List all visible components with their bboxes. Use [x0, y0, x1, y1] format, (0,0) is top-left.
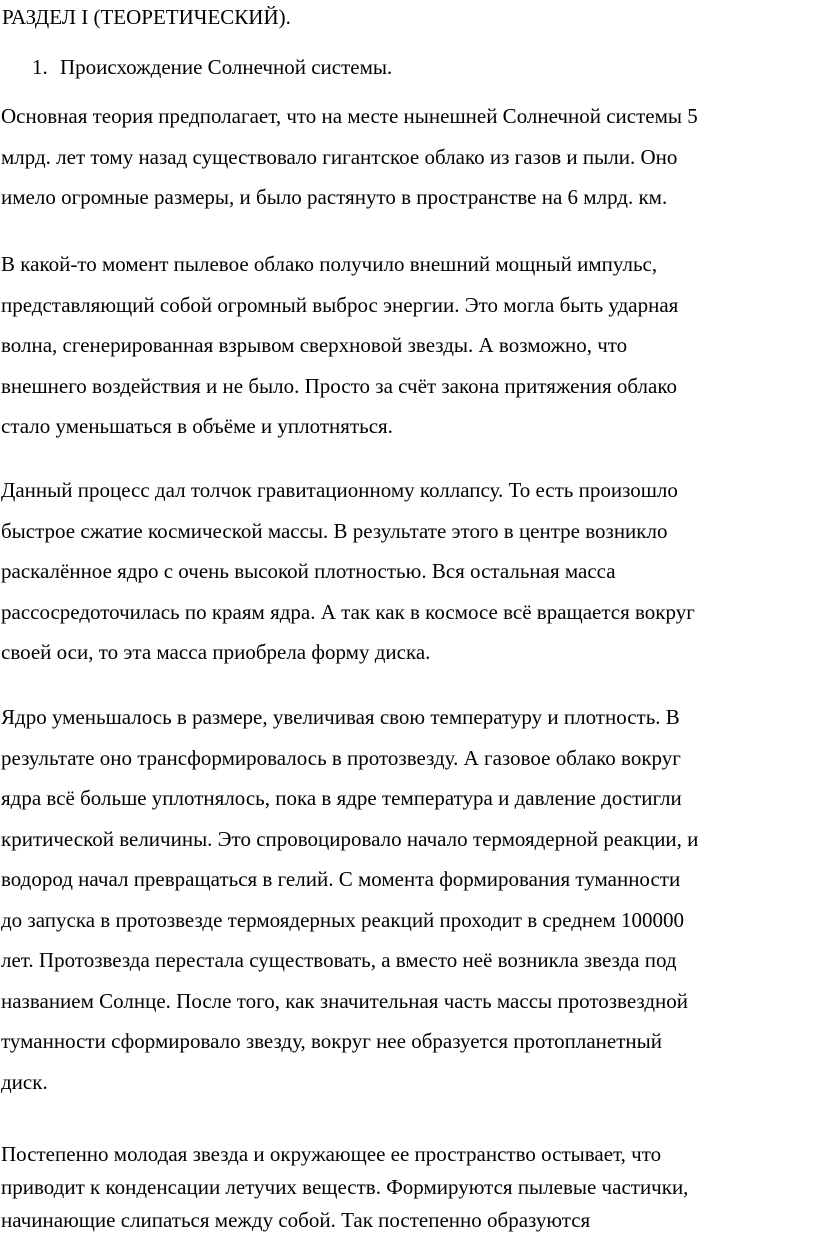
text-line: до запуска в протозвезде термоядерных реакций проходит в среднем 100000 — [1, 907, 685, 932]
list-item-text: Происхождение Солнечной системы. — [60, 55, 393, 79]
text-line: начинающие слипаться между собой. Так постепенно образуются — [1, 1208, 591, 1232]
text-line: быстрое сжатие космической массы. В результате этого в центре возникло — [1, 518, 668, 543]
text-line: представляющий собой огромный выброс энергии. Это могла быть ударная — [1, 292, 679, 317]
text-line: названием Солнце. После того, как значительная часть массы протозвездной — [1, 988, 688, 1013]
text-line: раскалённое ядро с очень высокой плотностью. Вся остальная масса — [1, 559, 616, 583]
text-line: Основная теория предполагает, что на месте нынешней Солнечной системы 5 — [1, 104, 698, 128]
text-line: ядра всё больше уплотнялось, пока в ядре температура и давление достигли — [1, 786, 682, 810]
paragraph-3 — [1, 470, 816, 673]
text-line: В какой-то момент пылевое облако получило внешний мощный импульс, — [1, 252, 658, 276]
text-line: внешнего воздействия и не было. Просто за счёт закона притяжения облако — [1, 373, 677, 398]
text-line: млрд. лет тому назад существовало гигантское облако из газов и пыли. Оно — [1, 144, 678, 169]
text-line: лет. Протозвезда перестала существовать, а вместо неё возникла звезда под — [1, 948, 677, 972]
text-line: Постепенно молодая звезда и окружающее ее пространство остывает, что — [1, 1142, 662, 1166]
text-line: водород начал превращаться в гелий. С момента формирования туманности — [1, 867, 681, 891]
text-line: результате оно трансформировалось в протозвезду. А газовое облако вокруг — [1, 745, 681, 770]
list-item-number: 1. — [32, 55, 48, 79]
paragraph-1 — [1, 96, 816, 218]
text-line: критической величины. Это спровоцировало начало термоядерной реакции, и — [1, 826, 699, 851]
section-heading: РАЗДЕЛ I (ТЕОРЕТИЧЕСКИЙ). — [2, 5, 291, 29]
text-line: имело огромные размеры, и было растянуто в пространстве на 6 млрд. км. — [1, 185, 668, 209]
text-line: волна, сгенерированная взрывом сверхновой звезды. А возможно, что — [1, 333, 628, 357]
paragraph-4 — [1, 697, 816, 1102]
text-line: Данный процесс дал толчок гравитационному коллапсу. То есть произошло — [1, 478, 678, 502]
text-line: Ядро уменьшалось в размере, увеличивая свою температуру и плотность. В — [1, 705, 680, 729]
text-line: приводит к конденсации летучих веществ. Формируются пылевые частички, — [1, 1175, 689, 1199]
text-line: своей оси, то эта масса приобрела форму диска. — [1, 640, 431, 664]
text-line: туманности сформировало звезду, вокруг нее образуется протопланетный — [1, 1029, 662, 1053]
text-line: рассосредоточилась по краям ядра. А так как в космосе всё вращается вокруг — [1, 599, 695, 624]
text-line: стало уменьшаться в объёме и уплотняться. — [1, 414, 393, 438]
paragraph-2 — [1, 244, 816, 447]
list-item-origin-solar-system — [32, 54, 392, 80]
paragraph-5 — [1, 1138, 816, 1237]
text-line: диск. — [1, 1069, 48, 1094]
